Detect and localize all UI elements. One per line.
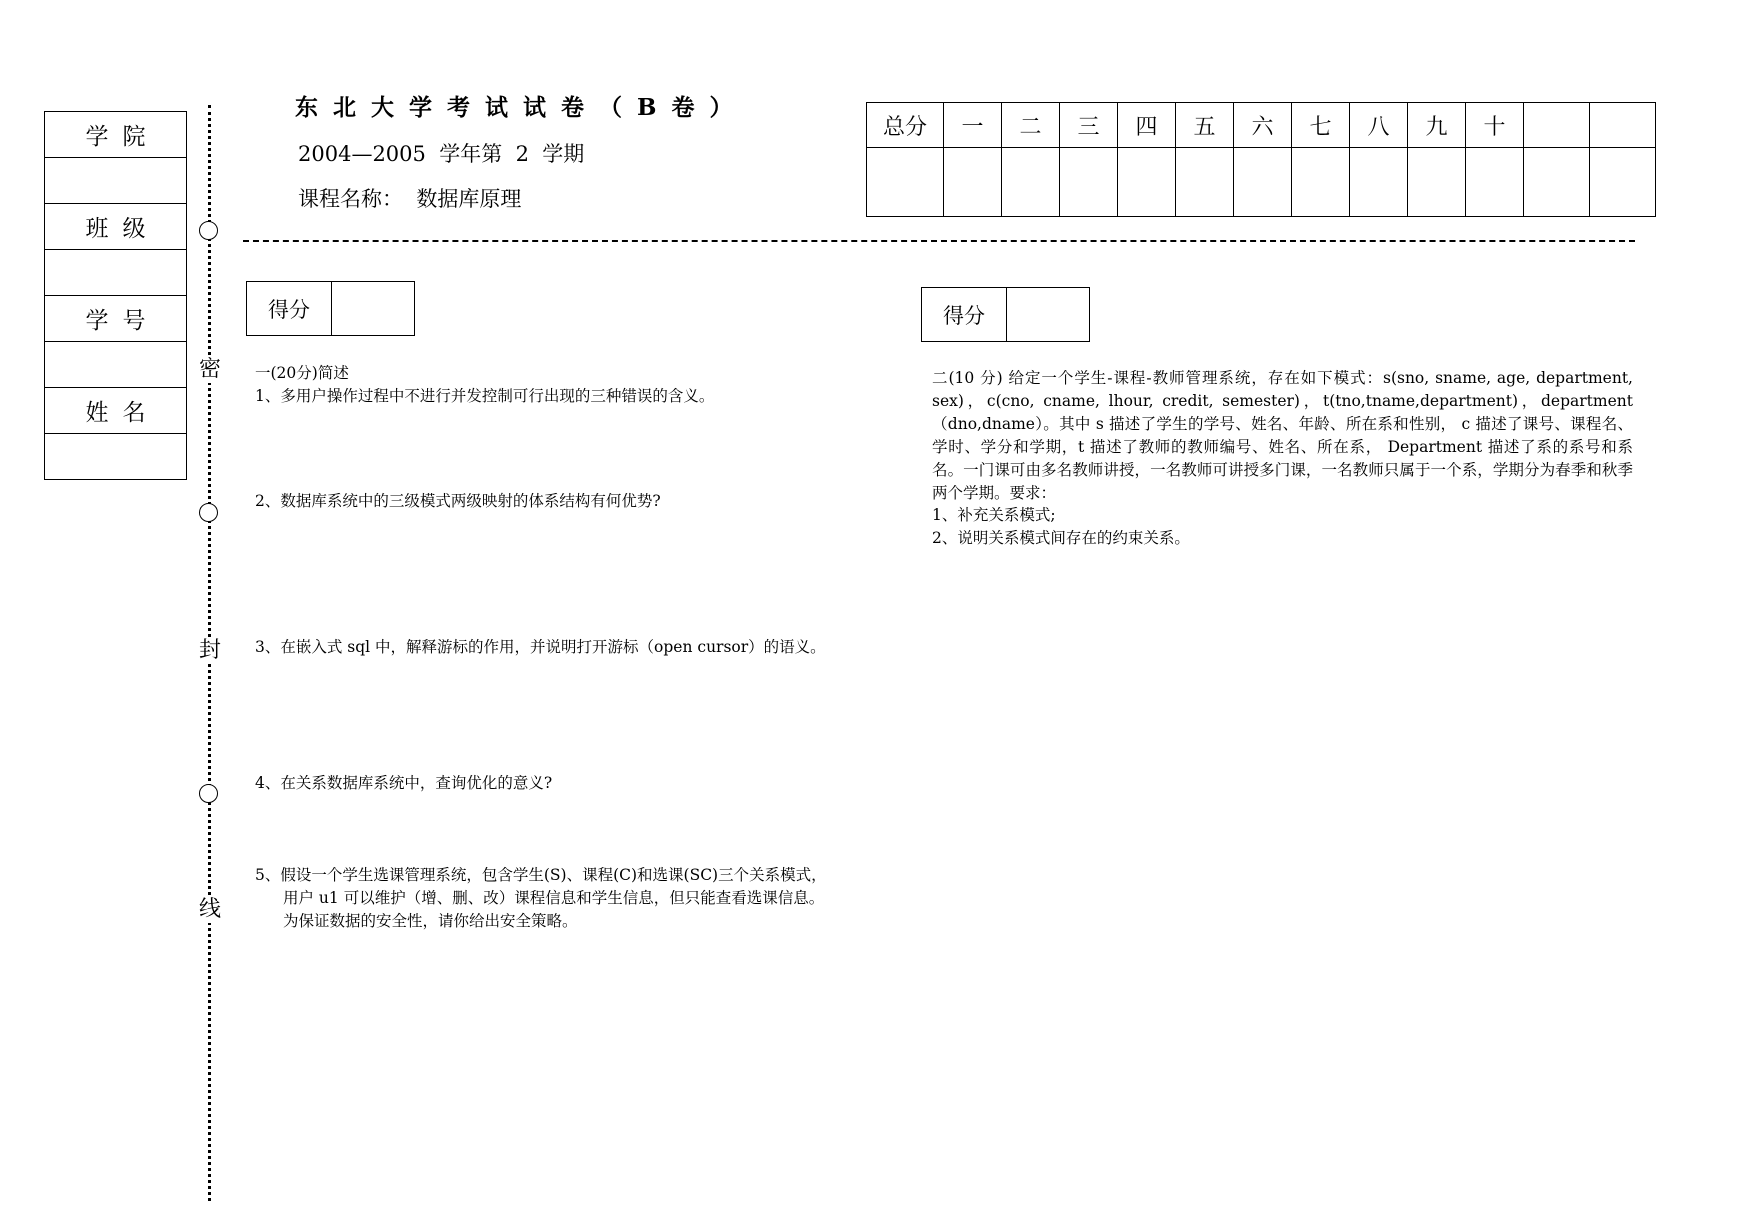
seal-circle-icon — [199, 503, 218, 522]
score-header-total: 总分 — [867, 103, 944, 148]
score-cell-total[interactable] — [867, 148, 944, 217]
section1-score-field[interactable] — [332, 282, 415, 336]
name-field[interactable] — [45, 434, 187, 480]
score-header-1: 一 — [944, 103, 1002, 148]
section2-intro: 二(10 分) 给定一个学生-课程-教师管理系统，存在如下模式：s(sno, sname, age, department, sex)，c(cno, cname, lhour, credit, semester)，t(tno,tname,department)，department（dno,dname）。其中 s 描述了学生的学号、姓名、年龄、所在系和性别， c 描述了课号、课程名、学时、学分和学期，t 描述了教师的教师编号、姓名、所在系， Department 描述了系的系号和系名。一门课可由多名教师讲授，一名教师可讲授多门课，一名教师只属于一个系，学期分为春季和秋季两个学期。要求： — [932, 369, 1633, 502]
seal-mark-mi: 密 — [198, 357, 221, 382]
exam-title: 东北大学考试试卷（B卷） — [295, 94, 748, 121]
section2-score-box — [921, 287, 1090, 342]
college-field[interactable] — [45, 158, 187, 204]
score-header-6: 六 — [1234, 103, 1292, 148]
score-cell[interactable] — [1234, 148, 1292, 217]
score-header-3: 三 — [1060, 103, 1118, 148]
score-header-8: 八 — [1350, 103, 1408, 148]
score-cell[interactable] — [1466, 148, 1524, 217]
score-header-9: 九 — [1408, 103, 1466, 148]
score-cell[interactable] — [1408, 148, 1466, 217]
question-4: 4、在关系数据库系统中，查询优化的意义? — [255, 774, 553, 792]
cut-dashed-line — [243, 240, 1635, 242]
class-label: 班级 — [45, 204, 187, 250]
score-header-2: 二 — [1002, 103, 1060, 148]
score-cell[interactable] — [1590, 148, 1656, 217]
student-id-label: 学号 — [45, 296, 187, 342]
section2-score-label: 得分 — [922, 288, 1007, 342]
score-cell[interactable] — [1350, 148, 1408, 217]
question-5-line-2: 用户 u1 可以维护（增、删、改）课程信息和学生信息，但只能查看选课信息。 — [283, 889, 825, 907]
score-header-10: 十 — [1466, 103, 1524, 148]
question-2: 2、数据库系统中的三级模式两级映射的体系结构有何优势? — [255, 492, 661, 510]
college-label: 学院 — [45, 112, 187, 158]
score-header-5: 五 — [1176, 103, 1234, 148]
student-info-table — [44, 111, 187, 480]
score-cell[interactable] — [1060, 148, 1118, 217]
score-cell[interactable] — [944, 148, 1002, 217]
section1-score-box — [246, 281, 415, 336]
question-5-line-1: 5、假设一个学生选课管理系统，包含学生(S)、课程(C)和选课(SC)三个关系模式， — [255, 866, 827, 884]
course-name: 课程名称： 数据库原理 — [298, 187, 522, 211]
section1-score-label: 得分 — [247, 282, 332, 336]
total-score-table — [866, 102, 1656, 217]
seal-circle-icon — [199, 221, 218, 240]
question-5-line-3: 为保证数据的安全性，请你给出安全策略。 — [283, 912, 578, 930]
score-header-7: 七 — [1292, 103, 1350, 148]
seal-mark-xian: 线 — [198, 897, 221, 922]
section2-requirement-1: 1、补充关系模式; — [932, 506, 1056, 524]
name-label: 姓名 — [45, 388, 187, 434]
section2-score-field[interactable] — [1007, 288, 1090, 342]
section1-title: 一(20分)简述 — [255, 364, 349, 382]
score-header-12 — [1590, 103, 1656, 148]
student-id-field[interactable] — [45, 342, 187, 388]
score-header-11 — [1524, 103, 1590, 148]
class-field[interactable] — [45, 250, 187, 296]
section2-requirement-2: 2、说明关系模式间存在的约束关系。 — [932, 529, 1190, 547]
score-cell[interactable] — [1176, 148, 1234, 217]
question-3: 3、在嵌入式 sql 中，解释游标的作用，并说明打开游标（open cursor）的语义。 — [255, 638, 826, 656]
academic-term: 2004—2005 学年第 2 学期 — [298, 142, 585, 166]
question-1: 1、多用户操作过程中不进行并发控制可行出现的三种错误的含义。 — [255, 387, 715, 405]
score-cell[interactable] — [1002, 148, 1060, 217]
seal-mark-feng: 封 — [198, 638, 221, 663]
score-cell[interactable] — [1524, 148, 1590, 217]
seal-circle-icon — [199, 784, 218, 803]
score-header-4: 四 — [1118, 103, 1176, 148]
score-cell[interactable] — [1292, 148, 1350, 217]
score-cell[interactable] — [1118, 148, 1176, 217]
